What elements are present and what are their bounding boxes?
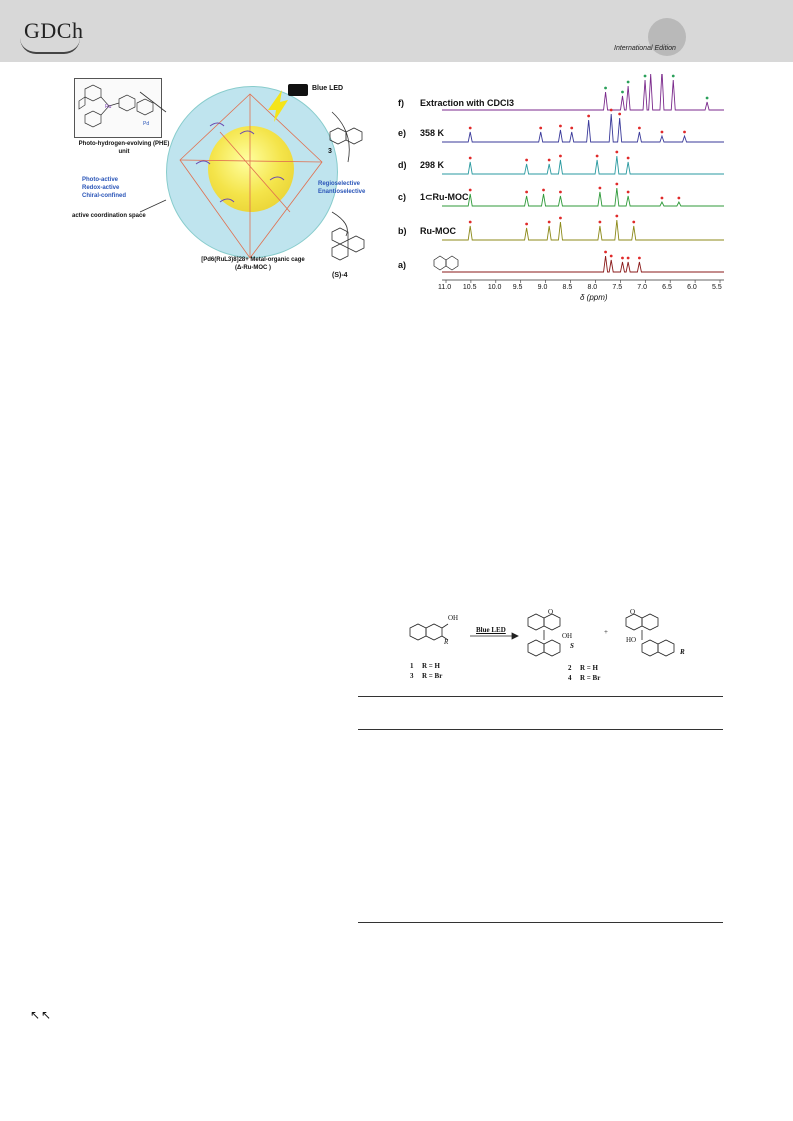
- peak-marker: [627, 81, 630, 84]
- peak-marker: [672, 75, 675, 78]
- peak-marker: [542, 189, 545, 192]
- peak-marker: [469, 189, 472, 192]
- ru-atom-label: Ru: [105, 104, 112, 110]
- peak-marker: [683, 131, 686, 134]
- x-tick-label: 7.5: [612, 284, 623, 291]
- peak-marker: [632, 221, 635, 224]
- cpd-2-num: 2: [568, 664, 572, 672]
- chiral-confined-label: Chiral-confined: [82, 193, 127, 199]
- r-label-start: R: [444, 638, 449, 646]
- peak-marker: [644, 75, 647, 78]
- peak-marker: [706, 97, 709, 100]
- x-tick-label: 10.5: [462, 284, 477, 291]
- cpd-1-num: 1: [410, 662, 414, 670]
- peak-marker: [559, 191, 562, 194]
- peak-marker: [638, 127, 641, 130]
- regioselective-label: Regioselective: [318, 181, 361, 187]
- edition-text: International Edition: [614, 45, 676, 52]
- nmr-figure: [398, 74, 728, 306]
- peak-marker: [599, 187, 602, 190]
- peak-marker: [610, 255, 613, 258]
- peak-marker: [596, 155, 599, 158]
- compound-3-label: 3: [328, 148, 332, 155]
- oh-label-prod: OH: [562, 632, 573, 640]
- x-tick-label: 6.0: [687, 284, 697, 291]
- gdch-logo: GDCh: [24, 18, 84, 43]
- x-axis-ticks: [398, 282, 728, 294]
- x-tick-label: 9.0: [537, 284, 548, 291]
- naphthol-structure: [434, 256, 458, 270]
- peak-marker: [638, 257, 641, 260]
- journal-header: [0, 0, 793, 62]
- o-label-1: O: [548, 608, 554, 616]
- nmr-trace-b: [442, 220, 724, 240]
- peak-marker: [621, 257, 624, 260]
- logo-arc: [20, 38, 80, 54]
- peak-marker: [525, 223, 528, 226]
- nmr-trace-a: [442, 256, 724, 272]
- peak-marker: [604, 87, 607, 90]
- peak-marker: [615, 151, 618, 154]
- nmr-trace-d: [442, 156, 724, 174]
- trace-a-letter: a): [398, 260, 407, 270]
- s-label: S: [570, 642, 574, 650]
- cage-name: (Δ-Ru-MOC ): [235, 265, 271, 271]
- peak-marker: [621, 91, 624, 94]
- peak-marker: [661, 197, 664, 200]
- pd-atom-label: Pd: [143, 121, 150, 127]
- trace-f-letter: f): [398, 98, 404, 108]
- peak-marker: [661, 131, 664, 134]
- x-tick-label: 11.0: [438, 284, 452, 291]
- x-tick-label: 8.5: [562, 284, 573, 291]
- peak-marker: [559, 217, 562, 220]
- peak-marker: [525, 191, 528, 194]
- x-tick-label: 6.5: [662, 284, 672, 291]
- cpd-3-num: 3: [410, 672, 414, 680]
- peak-marker: [469, 221, 472, 224]
- trace-e-title: 358 K: [420, 128, 445, 138]
- trace-b-title: Ru-MOC: [420, 226, 456, 236]
- cpd-3-sub: R = Br: [422, 672, 443, 680]
- o-label-2: O: [630, 608, 636, 616]
- peak-marker: [618, 113, 621, 116]
- photo-active-label: Photo-active: [82, 177, 119, 183]
- peak-marker: [539, 127, 542, 130]
- active-space-label: active coordination space: [72, 213, 146, 219]
- peak-marker: [587, 115, 590, 118]
- peak-marker: [599, 221, 602, 224]
- ho-label: HO: [626, 636, 637, 644]
- peak-marker: [615, 215, 618, 218]
- peak-marker: [604, 251, 607, 254]
- x-tick-label: 7.0: [637, 284, 647, 291]
- peak-marker: [627, 157, 630, 160]
- x-axis-title: δ (ppm): [580, 293, 608, 302]
- cpd-1-sub: R = H: [422, 662, 440, 670]
- table-rule-top: [358, 696, 723, 697]
- cage-formula: [Pd6(RuL3)8]28+ Metal-organic cage: [201, 257, 305, 263]
- r-config-label: R: [680, 648, 685, 656]
- enantioselective-label: Enantioselective: [318, 189, 366, 195]
- table-rule-mid: [358, 729, 723, 730]
- peak-marker: [469, 127, 472, 130]
- led-label: Blue LED: [312, 85, 344, 92]
- peak-marker: [610, 109, 613, 112]
- nmr-spectra: [398, 74, 728, 306]
- nmr-trace-c: [442, 188, 724, 206]
- peak-marker: [548, 221, 551, 224]
- peak-marker: [559, 155, 562, 158]
- compound-4-label: (S)-4: [332, 272, 348, 279]
- peak-marker: [570, 127, 573, 130]
- peak-marker: [548, 159, 551, 162]
- plus-sign: +: [604, 628, 608, 636]
- peak-marker: [559, 125, 562, 128]
- cpd-4-sub: R = Br: [580, 674, 601, 682]
- trace-e-letter: e): [398, 128, 407, 138]
- peak-marker: [615, 183, 618, 186]
- x-tick-label: 8.0: [587, 284, 598, 291]
- x-tick-label: 9.5: [512, 284, 523, 291]
- cage-figure: [70, 72, 370, 292]
- peak-marker: [469, 157, 472, 160]
- peak-marker: [525, 159, 528, 162]
- cpd-4-num: 4: [568, 674, 572, 682]
- cpd-2-sub: R = H: [580, 664, 598, 672]
- trace-c-title: 1⊂Ru-MOC: [420, 192, 469, 202]
- x-tick-label: 10.0: [487, 284, 502, 291]
- reaction-scheme: [400, 608, 720, 688]
- trace-d-letter: d): [398, 160, 407, 170]
- peak-marker: [627, 191, 630, 194]
- table-rule-bottom: [358, 922, 723, 923]
- trace-b-letter: b): [398, 226, 407, 236]
- x-tick-label: 5.5: [712, 284, 722, 291]
- redox-active-label: Redox-active: [82, 185, 120, 191]
- phe-caption: Photo-hydrogen-evolving (PHE) unit: [78, 141, 170, 155]
- trace-d-title: 298 K: [420, 160, 445, 170]
- peak-marker: [677, 197, 680, 200]
- reagent-label: Blue LED: [476, 626, 506, 634]
- side-molecules: [70, 72, 370, 292]
- peak-marker: [627, 257, 630, 260]
- oh-label-start: OH: [448, 614, 459, 622]
- trace-c-letter: c): [398, 192, 407, 202]
- back-arrows-icon[interactable]: ↖↖: [30, 1008, 53, 1022]
- trace-f-title: Extraction with CDCl3: [420, 98, 515, 108]
- nmr-trace-e: [442, 114, 724, 142]
